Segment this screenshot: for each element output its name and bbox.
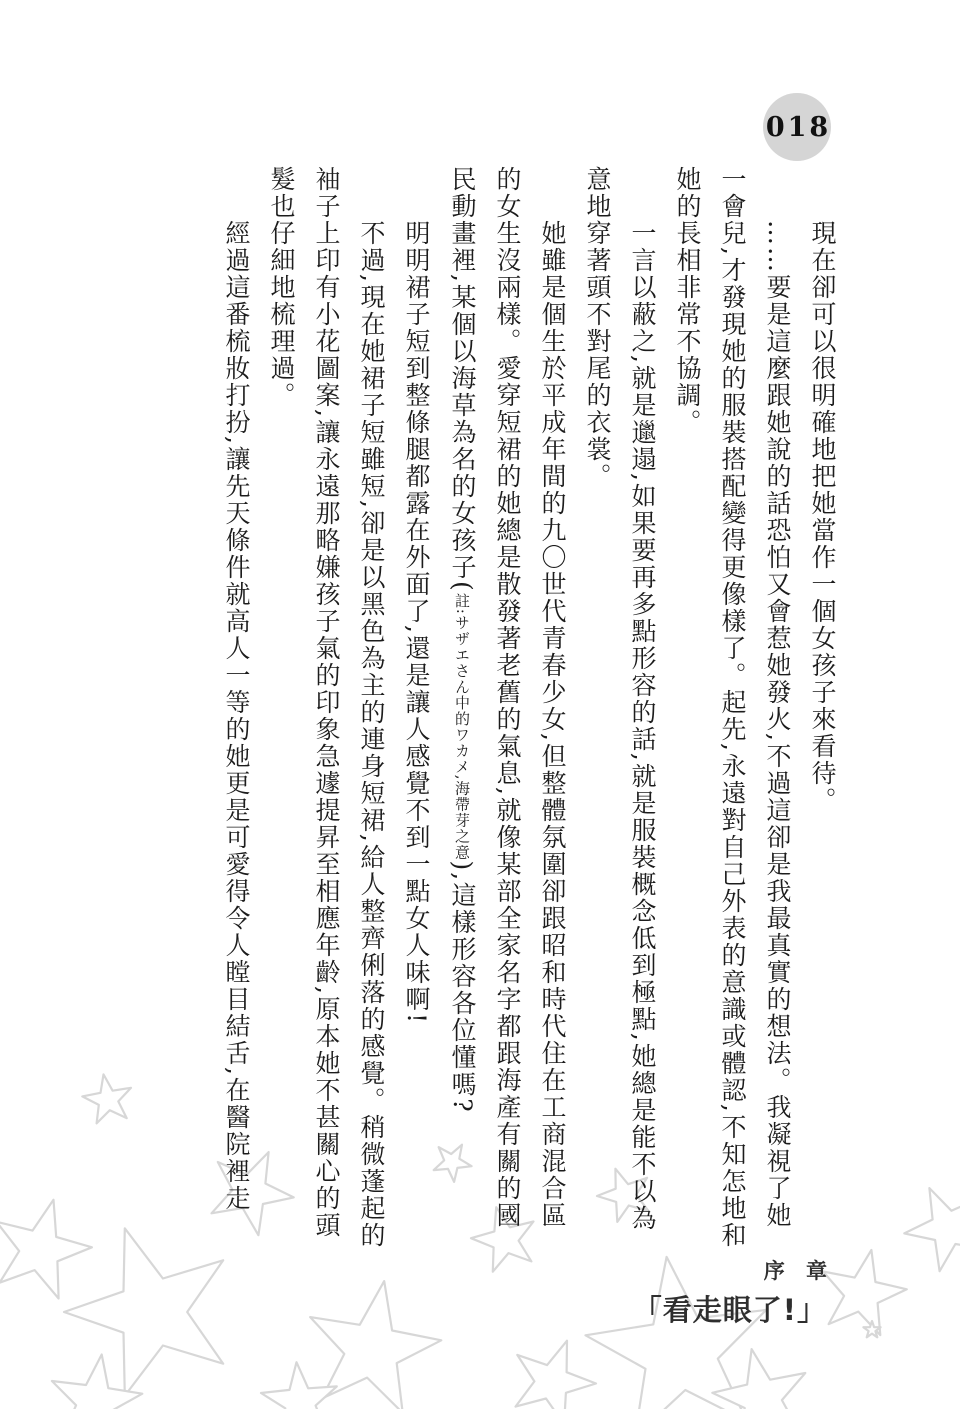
star-icon bbox=[516, 1341, 597, 1409]
star-icon bbox=[0, 1200, 92, 1299]
star-icon bbox=[823, 1250, 907, 1335]
paragraph bbox=[214, 166, 259, 1250]
text-segment: 不過,現在她裙子短雖短,卻是以黑色為主的連身短裙,給人整齊俐落的感覺。稍微蓬起的袖子上印有小花圖案,讓永遠那略嫌孩子氣的印象急遽提昇至相應年齡,原本她不甚關心的頭髮也仔細地梳理過。 bbox=[267, 166, 386, 1249]
text-segment: 明明裙子短到整條腿都露在外面了,還是讓人感覺不到一點女人味啊! bbox=[402, 220, 431, 1025]
paragraph bbox=[575, 166, 665, 1250]
page-number: 018 bbox=[765, 111, 832, 143]
chapter-title: 「看走眼了!」 bbox=[632, 1293, 827, 1327]
star-icon bbox=[904, 1188, 960, 1271]
text-segment: 經過這番梳妝打扮,讓先天條件就高人一等的她更是可愛得令人瞠目結舌,在醫院裡走 bbox=[222, 220, 251, 1212]
paragraph bbox=[800, 166, 845, 1250]
star-icon bbox=[82, 1074, 131, 1123]
paragraph bbox=[394, 166, 439, 1250]
text-segment: ……要是這麼跟她說的話恐怕又會惹她發火,不過這卻是我最真實的想法。我凝視了她一會兒,才發現她的服裝搭配變得更像樣了。起先,永遠對自己外表的意識或體認,不知怎地和她的長相非常不協調。 bbox=[673, 166, 792, 1249]
star-icon bbox=[261, 1362, 337, 1409]
text-segment: 她雖是個生於平成年間的九〇世代青春少女,但整體氛圍卻跟昭和時代住在工商混合區的女生沒兩樣。愛穿短裙的她總是散發著老舊的氣息,就像某部全家名字都跟海產有關的國民動畫裡,某個以海草為名的女孩子( bbox=[448, 166, 567, 1229]
paragraph bbox=[665, 166, 800, 1250]
paragraph bbox=[259, 166, 394, 1250]
chapter-label: 序 章 bbox=[763, 1259, 834, 1283]
paragraph bbox=[439, 166, 575, 1250]
text-segment: 現在卻可以很明確地把她當作一個女孩子來看待。 bbox=[808, 220, 837, 814]
inline-note: 註:サザエさん中的ワカメ,海帶芽之意 bbox=[453, 592, 471, 861]
star-icon bbox=[64, 1228, 223, 1395]
page-text bbox=[155, 166, 845, 1250]
page-number-badge bbox=[763, 93, 831, 161]
text-segment: 一言以蔽之,就是邋遢,如果要再多點形容的話,就是服裝概念低到極點,她總是能不以為意地穿著頭不對尾的衣裳。 bbox=[583, 166, 657, 1232]
chapter-marker bbox=[632, 1255, 834, 1329]
text-segment: ),這樣形容各位懂嗎? bbox=[448, 860, 477, 1114]
